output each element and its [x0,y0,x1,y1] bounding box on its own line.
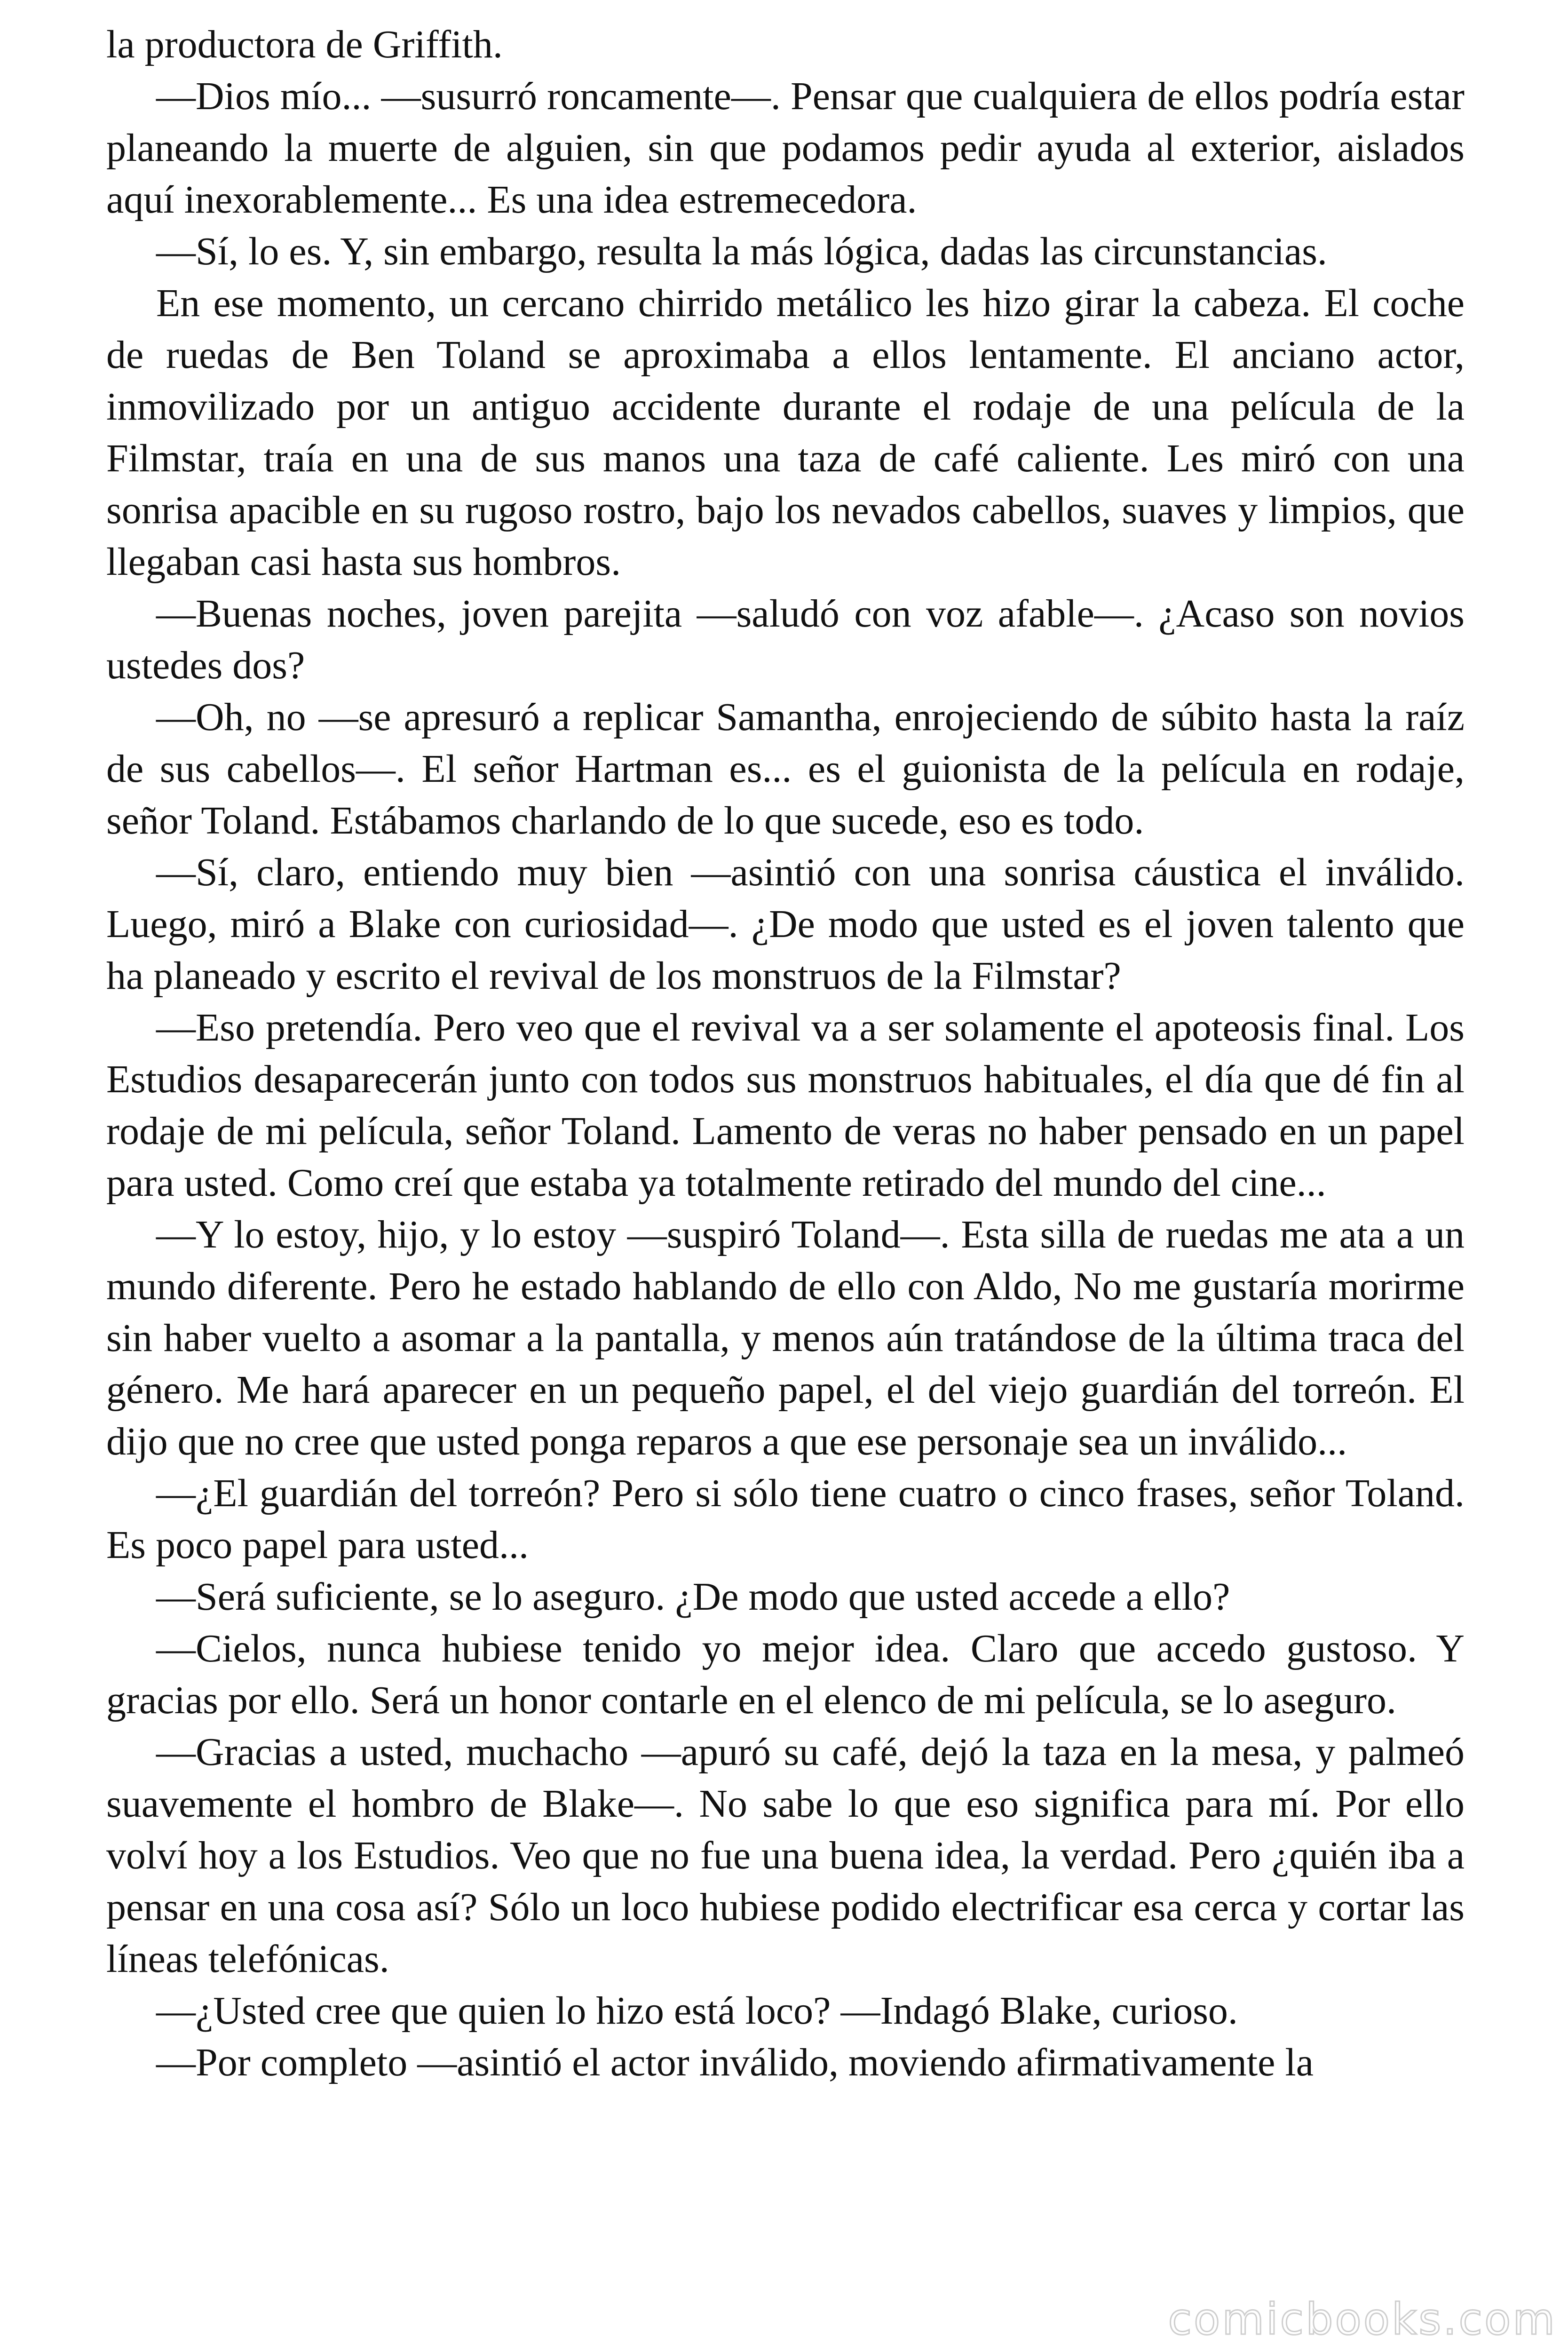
paragraph: —Oh, no —se apresuró a replicar Samantha, enrojeciendo de súbito hasta la raíz de sus cabellos—. El señor Hartman es... es el guionista de la película en rodaje, señor Toland. Estábamos charlando de lo que sucede, eso es todo. [106,695,1465,842]
paragraph: —¿Usted cree que quien lo hizo está loco? —Indagó Blake, curioso. [156,1989,1238,2033]
paragraph: —Y lo estoy, hijo, y lo estoy —suspiró Toland—. Esta silla de ruedas me ata a un mundo diferente. Pero he estado hablando de ello con Aldo, No me gustaría morirme sin haber vuelto a asomar a la pantalla, y menos aún tratándose de la última traca del género. Me hará aparecer en un pequeño papel, el del viejo guardián del torreón. El dijo que no cree que usted ponga reparos a que ese personaje sea un inválido... [106,1213,1465,1463]
paragraph: —Buenas noches, joven parejita —saludó con voz afable—. ¿Acaso son novios ustedes dos? [106,592,1465,687]
watermark: comicbooks.com [1168,2294,1557,2344]
paragraph: —Gracias a usted, muchacho —apuró su café, dejó la taza en la mesa, y palmeó suavemente el hombro de Blake—. No sabe lo que eso significa para mí. Por ello volví hoy a los Estudios. Veo que no fue una buena idea, la verdad. Pero ¿quién iba a pensar en una cosa así? Sólo un loco hubiese podido electrificar esa cerca y cortar las líneas telefónicas. [106,1730,1465,1981]
paragraph: —Eso pretendía. Pero veo que el revival va a ser solamente el apoteosis final. Los Estudios desaparecerán junto con todos sus monstruos habituales, el día que dé fin al rodaje de mi película, señor Toland. Lamento de veras no haber pensado en un papel para usted. Como creí que estaba ya totalmente retirado del mundo del cine... [106,1006,1465,1205]
paragraph: —Dios mío... —susurró roncamente—. Pensar que cualquiera de ellos podría estar planeando la muerte de alguien, sin que podamos pedir ayuda al exterior, aislados aquí inexorablemente... Es una idea estremecedora. [106,74,1465,222]
paragraph: —Cielos, nunca hubiese tenido yo mejor idea. Claro que accedo gustoso. Y gracias por ello. Será un honor contarle en el elenco de mi película, se lo aseguro. [106,1627,1465,1722]
paragraph: la productora de Griffith. [106,23,503,66]
paragraph: En ese momento, un cercano chirrido metálico les hizo girar la cabeza. El coche de ruedas de Ben Toland se aproximaba a ellos lentamente. El anciano actor, inmovilizado por un antiguo accidente durante el rodaje de una película de la Filmstar, traía en una de sus manos una taza de café caliente. Les miró con una sonrisa apacible en su rugoso rostro, bajo los nevados cabellos, suaves y limpios, que llegaban casi hasta sus hombros. [106,281,1465,584]
paragraph: —Sí, claro, entiendo muy bien —asintió con una sonrisa cáustica el inválido. Luego, miró a Blake con curiosidad—. ¿De modo que usted es el joven talento que ha planeado y escrito el revival de los monstruos de la Filmstar? [106,850,1465,998]
text-column [106,19,1465,2089]
paragraph: —Sí, lo es. Y, sin embargo, resulta la más lógica, dadas las circunstancias. [156,230,1327,273]
paragraph: —¿El guardián del torreón? Pero si sólo tiene cuatro o cinco frases, señor Toland. Es poco papel para usted... [106,1471,1465,1567]
paragraph: —Será suficiente, se lo aseguro. ¿De modo que usted accede a ello? [156,1575,1230,1619]
paragraph: —Por completo —asintió el actor inválido, moviendo afirmativamente la [156,2041,1314,2084]
